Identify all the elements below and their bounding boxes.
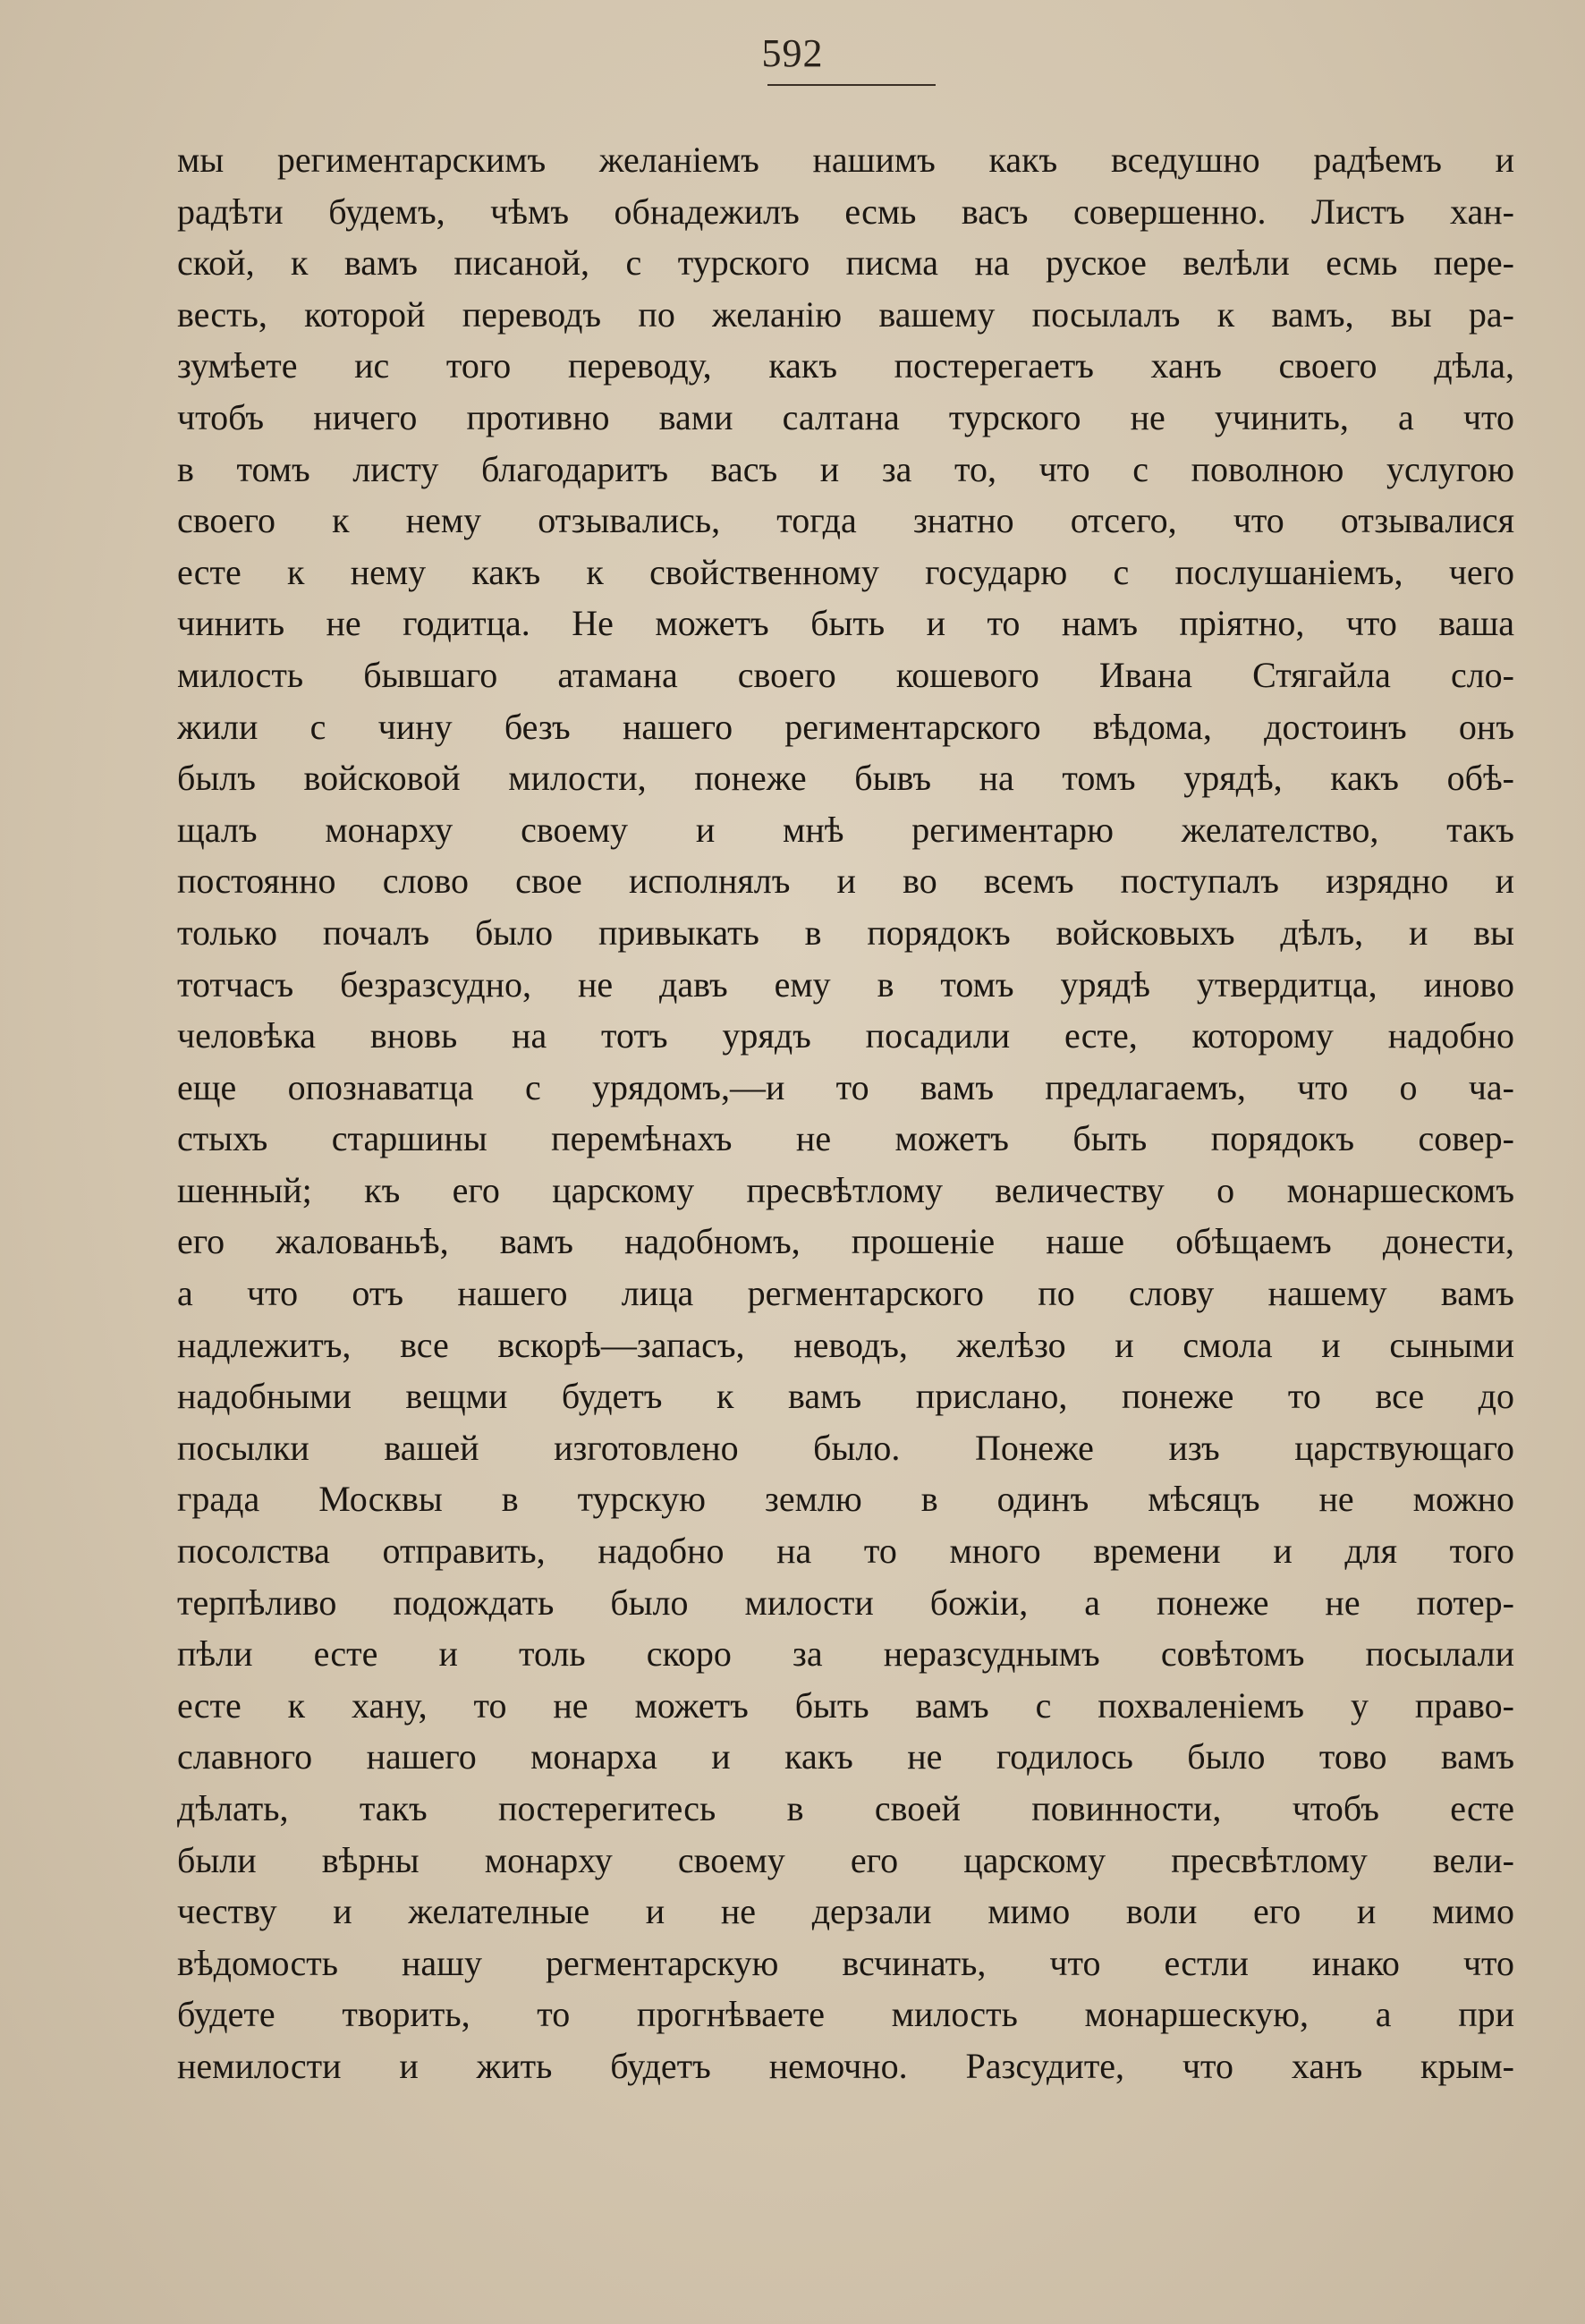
text-line: постоянно слово свое исполнялъ и во всемъ поступалъ изрядно и: [177, 861, 1514, 902]
text-line: есте к хану, то не можетъ быть вамъ с похваленіемъ у право-: [177, 1684, 1514, 1726]
text-line: чинить не годитца. Не можетъ быть и то намъ пріятно, что ваша: [177, 603, 1514, 644]
text-line: былъ войсковой милости, понеже бывъ на томъ урядѣ, какъ обѣ-: [177, 758, 1514, 799]
text-line: немилости и жить будетъ немочно. Разсудите, что ханъ крым-: [177, 2045, 1514, 2086]
text-line: пѣли есте и толь скоро за неразсуднымъ совѣтомъ посылали: [177, 1633, 1514, 1675]
text-line: были вѣрны монарху своему его царскому пресвѣтлому вели-: [177, 1839, 1514, 1880]
text-line: посолства отправить, надобно на то много времени и для того: [177, 1531, 1514, 1572]
text-line: еще опознаватца с урядомъ,—и то вамъ предлагаемъ, что о ча-: [177, 1066, 1514, 1107]
text-line: радѣти будемъ, чѣмъ обнадежилъ есмь васъ совершенно. Листъ хан-: [177, 191, 1514, 232]
text-line: щалъ монарху своему и мнѣ региментарю желателство, такъ: [177, 809, 1514, 850]
text-line: есте к нему какъ к свойственному государю с послушаніемъ, чего: [177, 551, 1514, 592]
text-line: своего к нему отзывались, тогда знатно отсего, что отзывалися: [177, 500, 1514, 541]
text-line: только почалъ было привыкать в порядокъ войсковыхъ дѣлъ, и вы: [177, 912, 1514, 953]
text-line: в томъ листу благодаритъ васъ и за то, что с поволною услугою: [177, 448, 1514, 489]
text-line: тотчасъ безразсудно, не давъ ему в томъ урядѣ утвердитца, иново: [177, 963, 1514, 1005]
text-line: будете творить, то прогнѣваете милость монаршескую, а при: [177, 1994, 1514, 2035]
text-line: дѣлать, такъ постерегитесь в своей повинности, чтобъ есте: [177, 1788, 1514, 1828]
text-line: человѣка вновь на тотъ урядъ посадили есте, которому надобно: [177, 1015, 1514, 1056]
text-line: стыхъ старшины перемѣнахъ не можетъ быть порядокъ совер-: [177, 1118, 1514, 1159]
text-line: ской, к вамъ писаной, с турского писма на руское велѣли есмь пере-: [177, 242, 1514, 284]
text-line: мы региментарскимъ желаніемъ нашимъ какъ вседушно радѣемъ и: [177, 140, 1514, 180]
text-line: его жалованьѣ, вамъ надобномъ, прошеніе наше обѣщаемъ донести,: [177, 1221, 1514, 1262]
page-number: 592: [761, 31, 824, 75]
text-line: вѣдомость нашу регментарскую всчинать, что естли инако что: [177, 1942, 1514, 1983]
text-line: честву и желателные и не дерзали мимо воли его и мимо: [177, 1891, 1514, 1932]
text-line: жили с чину безъ нашего региментарского вѣдома, достоинъ онъ: [177, 706, 1514, 747]
text-line: града Москвы в турскую землю в одинъ мѣсяцъ не можно: [177, 1479, 1514, 1520]
text-line: чтобъ ничего противно вами салтана турского не учинить, а что: [177, 396, 1514, 437]
text-line: терпѣливо подождать было милости божіи, а понеже не потер-: [177, 1582, 1514, 1623]
text-line: зумѣете ис того переводу, какъ постерегаетъ ханъ своего дѣла,: [177, 345, 1514, 386]
text-line: надобными вещми будетъ к вамъ прислано, понеже то все до: [177, 1376, 1514, 1417]
text-line: шенный; къ его царскому пресвѣтлому величеству о монаршескомъ: [177, 1169, 1514, 1210]
text-line: надлежитъ, все вскорѣ—запасъ, неводъ, желѣзо и смола и сыными: [177, 1324, 1514, 1365]
text-line: посылки вашей изготовлено было. Понеже изъ царствующаго: [177, 1427, 1514, 1468]
text-line: весть, которой переводъ по желанію вашему посылалъ к вамъ, вы ра-: [177, 293, 1514, 335]
page-number-rule: [767, 84, 936, 86]
text-line: славного нашего монарха и какъ не годилось было тово вамъ: [177, 1736, 1514, 1777]
text-line: а что отъ нашего лица регментарского по слову нашему вамъ: [177, 1273, 1514, 1314]
text-line: милость бывшаго атамана своего кошевого Ивана Стягайла сло-: [177, 654, 1514, 695]
body-text: [177, 134, 1514, 2092]
